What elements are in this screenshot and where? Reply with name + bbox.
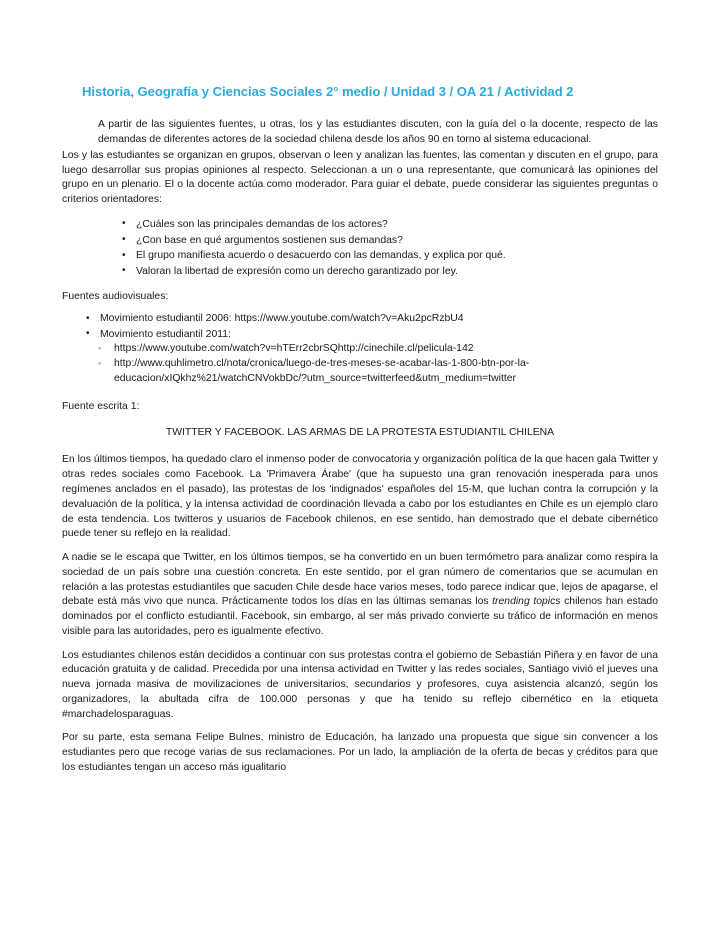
plain-text: En los últimos tiempos, ha quedado claro el inmenso poder de convocatoria y organización política de la que hacen gala Twitter y otras redes sociales como Facebook. La 'Primavera Árabe' (que ha supuesto una gran renovación inesperada para unos regímenes anclados en el pasado), las protestas de los 'indignados' españoles del 15-M, que luchan contra la corrupción y la devaluación de la política, y la intensa actividad de coordinación llevada a cabo por los estudiantes en Chile es un ejemplo claro de esta tendencia. Los twitteros y usuarios de Facebook chilenos, en ese sentido, han demostrado que el debate cibernético puede tener su reflejo en la realidad. xyxy=(62,454,658,540)
audiovisual-sources-label: Fuentes audiovisuales: xyxy=(62,291,169,303)
intro-indented-paragraph: A partir de las siguientes fuentes, u otras, los y las estudiantes discuten, con la guía del o la docente, respecto de las demandas de diferentes actores de la sociedad chilena desde los años 90 en torno al sistema educacional. xyxy=(98,119,658,146)
list-item: • ¿Cuáles son las principales demandas de los actores? xyxy=(120,217,658,233)
audiovisual-sublinks-list xyxy=(62,342,658,386)
page-title: Historia, Geografía y Ciencias Sociales 2° medio / Unidad 3 / OA 21 / Actividad 2 xyxy=(82,84,574,99)
emphasis-text: trending topics xyxy=(492,596,561,608)
body-paragraph-1 xyxy=(62,453,658,542)
list-item: • Movimiento estudiantil 2011: xyxy=(84,327,658,343)
list-item: • Movimiento estudiantil 2006: https://www.youtube.com/watch?v=Aku2pcRzbU4 xyxy=(84,311,658,327)
intro-paragraph: Los y las estudiantes se organizan en grupos, observan o leen y analizan las fuentes, las comentan y discuten en el grupo, para luego desarrollar sus propias opiniones al respecto. Seleccionan a un o una representante, que comunicará las opiniones del grupo en un plenario. El o la docente actúa como moderador. Para guiar el debate, puede considerar las siguientes preguntas o criterios orientadores: xyxy=(62,149,658,206)
list-item[interactable]: ◦ http://www.quhlimetro.cl/nota/cronica/luego-de-tres-meses-se-acabar-las-1-800-btn-por-la-educacion/xIQkhz%21/watchCNVokbDc/?utm_source=twitterfeed&utm_medium=twitter xyxy=(96,357,658,387)
criteria-list xyxy=(62,217,658,279)
body-paragraph-2 xyxy=(62,551,658,640)
plain-text: A nadie se le escapa que Twitter, en los últimos tiempos, se ha convertido en un buen termómetro para analizar como respira la sociedad de un país sobre una cuestión concreta. En este sentido, por el gran número de comentarios que se acumulan en relación a las protestas estudiantiles que sacuden Chile desde hace varios meses, todo parece indicar que, lejos de apagarse, el debate está más vivo que nunca. Prácticamente todos los días en las últimas semanas los xyxy=(62,552,658,608)
plain-text: Por su parte, esta semana Felipe Bulnes, ministro de Educación, ha lanzado una propuesta que sigue sin convencer a los estudiantes pero que recoge varias de sus reclamaciones. Por un lado, la ampliación de la oferta de becas y créditos para que los estudiantes tengan un acceso más igualitario xyxy=(62,732,658,773)
body-paragraph-3 xyxy=(62,649,658,723)
list-item: • El grupo manifiesta acuerdo o desacuerdo con las demandas, y explica por qué. xyxy=(120,248,658,264)
plain-text: chilenos han estado dominados por el conflicto estudiantil. Facebook, sin embargo, al ser más privado convierte su tráfico de información en menos visible para las autoridades, pero es igualmente efectivo. xyxy=(62,596,658,637)
written-source-label: Fuente escrita 1: xyxy=(62,400,140,412)
list-item: • Valoran la libertad de expresión como un derecho garantizado por ley. xyxy=(120,264,658,280)
list-item: • ¿Con base en qué argumentos sostienen sus demandas? xyxy=(120,233,658,249)
list-item[interactable]: ◦ https://www.youtube.com/watch?v=hTErr2cbrSQhttp://cinechile.cl/pelicula-142 xyxy=(96,342,658,357)
audiovisual-sources-list xyxy=(62,311,658,342)
written-source-title: TWITTER Y FACEBOOK. LAS ARMAS DE LA PROTESTA ESTUDIANTIL CHILENA xyxy=(165,426,555,438)
plain-text: Los estudiantes chilenos están decididos a continuar con sus protestas contra el gobierno de Sebastián Piñera y en favor de una educación gratuita y de calidad. Precedida por una intensa actividad en Twitter y las redes sociales, Santiago vivió el jueves una nueva jornada masiva de movilizaciones de universitarios, secundarios y profesores, cuya asistencia alcanzó, según los organizadores, la abultada cifra de 100.000 personas y que ha tenido su reflejo cibernético en la etiqueta #marchadelosparaguas. xyxy=(62,649,658,720)
body-paragraph-4 xyxy=(62,731,658,775)
